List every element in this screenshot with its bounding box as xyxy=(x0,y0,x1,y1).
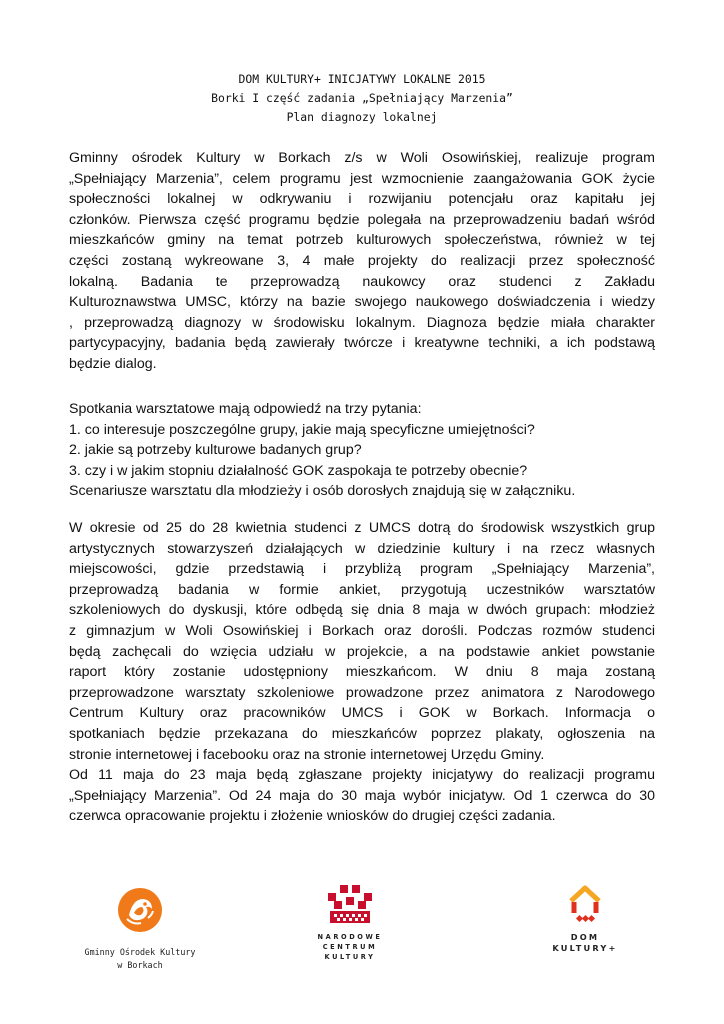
nck-logo-line2: CENTRUM xyxy=(322,943,378,951)
nck-logo xyxy=(300,885,400,962)
questions-outro: Scenariusze warsztatu dla młodzieży i osób dorosłych znajdują się w załączniku. xyxy=(69,483,576,500)
nck-crown-icon xyxy=(328,885,372,923)
paragraph-line: „Spełniający Marzenia”, celem programu jest wzmocnienie zaangażowania GOK życie xyxy=(69,170,655,187)
paragraph-line: artystycznych stowarzyszeń działających w dziedzinie kultury i na rzecz własnych xyxy=(69,540,655,557)
paragraph-line: spotkaniach będzie przekazana do mieszkańców poprzez plakaty, ogłoszenia na xyxy=(69,725,655,742)
paragraph-line: , przeprowadzą diagnozy w środowisku lokalnym. Diagnoza będzie miała charakter xyxy=(69,314,655,331)
paragraph-line: miejscowości, gdzie przedstawią i przybliżą program „Spełniający Marzenia”, xyxy=(69,561,655,578)
questions-intro: Spotkania warsztatowe mają odpowiedź na trzy pytania: xyxy=(69,401,422,417)
paragraph-line: będą zachęcali do wzięcia udziału w projekcie, a na podstawie ankiet powstanie xyxy=(69,643,655,660)
header-subtitle: Borki I część zadania „Spełniający Marzenia” xyxy=(211,91,513,105)
paragraph-line: Kulturoznawstwa UMSC, którzy na bazie swojego naukowego doświadczenia i wiedzy xyxy=(69,294,655,311)
house-icon xyxy=(565,883,605,925)
paragraph-program-intro xyxy=(69,148,655,375)
paragraph-line: W okresie od 25 do 28 kwietnia studenci z UMCS dotrą do środowisk wszystkich grup xyxy=(69,520,655,536)
paragraph-line: przeprowadzą badania w formie ankiet, przygotują uczestników warsztatów xyxy=(69,581,655,598)
dom-kultury-logo-line1: DOM xyxy=(570,932,600,942)
paragraph-line: części zostaną wykreowane 3, 4 małe projekty do realizacji przez społeczność xyxy=(69,252,655,269)
question-item: 1. co interesuje poszczególne grupy, jakie mają specyficzne umiejętności? xyxy=(69,421,535,438)
paragraph-line: szkoleniowych do dyskusji, które odbędą się dnia 8 maja w dwóch grupach: młodzież xyxy=(69,602,655,619)
dom-kultury-logo xyxy=(530,883,640,954)
nck-logo-line1: NARODOWE xyxy=(317,933,383,941)
header-title: DOM KULTURY+ INICJATYWY LOKALNE 2015 xyxy=(238,72,486,86)
gok-emblem-icon xyxy=(115,885,165,935)
paragraph-line: społeczności lokalnej w odkrywaniu i rozwijaniu potencjału oraz kapitału jej xyxy=(69,191,655,208)
paragraph-line: stronie internetowej i facebooku oraz na stronie internetowej Urzędu Gminy. xyxy=(69,746,545,763)
paragraph-workshop-questions xyxy=(69,399,655,502)
paragraph-line: raport który zostanie udostępniony mieszkańcom. W dniu 8 maja zostaną xyxy=(69,664,655,681)
paragraph-line: mieszkańców gminy na temat potrzeb kulturowych społeczeństwa, również w tej xyxy=(69,232,655,249)
document-header xyxy=(0,70,724,127)
question-item: 2. jakie są potrzeby kulturowe badanych grup? xyxy=(69,442,362,459)
paragraph-schedule xyxy=(69,518,655,827)
paragraph-line: przeprowadzone warsztaty szkoleniowe prowadzone przez animatora z Narodowego xyxy=(69,684,655,701)
gok-logo xyxy=(70,885,210,972)
paragraph-line: partycypacyjny, badania będą zawierały twórcze i kreatywne techniki, a ich podstawą xyxy=(69,335,655,352)
paragraph-line: członków. Pierwsza część programu będzie polegała na przeprowadzeniu badań wśród xyxy=(69,211,655,228)
header-plan-title: Plan diagnozy lokalnej xyxy=(286,110,438,124)
paragraph-line: będzie dialog. xyxy=(69,355,157,372)
question-item: 3. czy i w jakim stopniu działalność GOK zaspokaja te potrzeby obecnie? xyxy=(69,462,528,479)
paragraph-line: lokalną. Badania te przeprowadzą naukowcy oraz studenci z Zakładu xyxy=(69,273,655,290)
gok-logo-line2: w Borkach xyxy=(117,960,163,970)
paragraph-line: „Spełniający Marzenia”. Od 24 maja do 30 maja wybór inicjatyw. Od 1 czerwca do 30 xyxy=(69,787,655,804)
paragraph-line: z gimnazjum w Woli Osowińskiej i Borkach oraz dorośli. Podczas rozmów studenci xyxy=(69,622,655,639)
gok-logo-line1: Gminny Ośrodek Kultury xyxy=(84,947,196,957)
paragraph-line: Centrum Kultury oraz pracowników UMCS i GOK w Borkach. Informacja o xyxy=(69,705,655,722)
paragraph-line: Gminny ośrodek Kultury w Borkach z/s w Woli Osowińskiej, realizuje program xyxy=(69,150,655,166)
paragraph-line: czerwca opracowanie projektu i złożenie wniosków do drugiej części zadania. xyxy=(69,808,556,825)
dom-kultury-logo-line2: KULTURY+ xyxy=(552,943,618,953)
paragraph-line: Od 11 maja do 23 maja będą zgłaszane projekty inicjatywy do realizacji programu xyxy=(69,767,655,784)
nck-logo-line3: KULTURY xyxy=(324,953,376,961)
